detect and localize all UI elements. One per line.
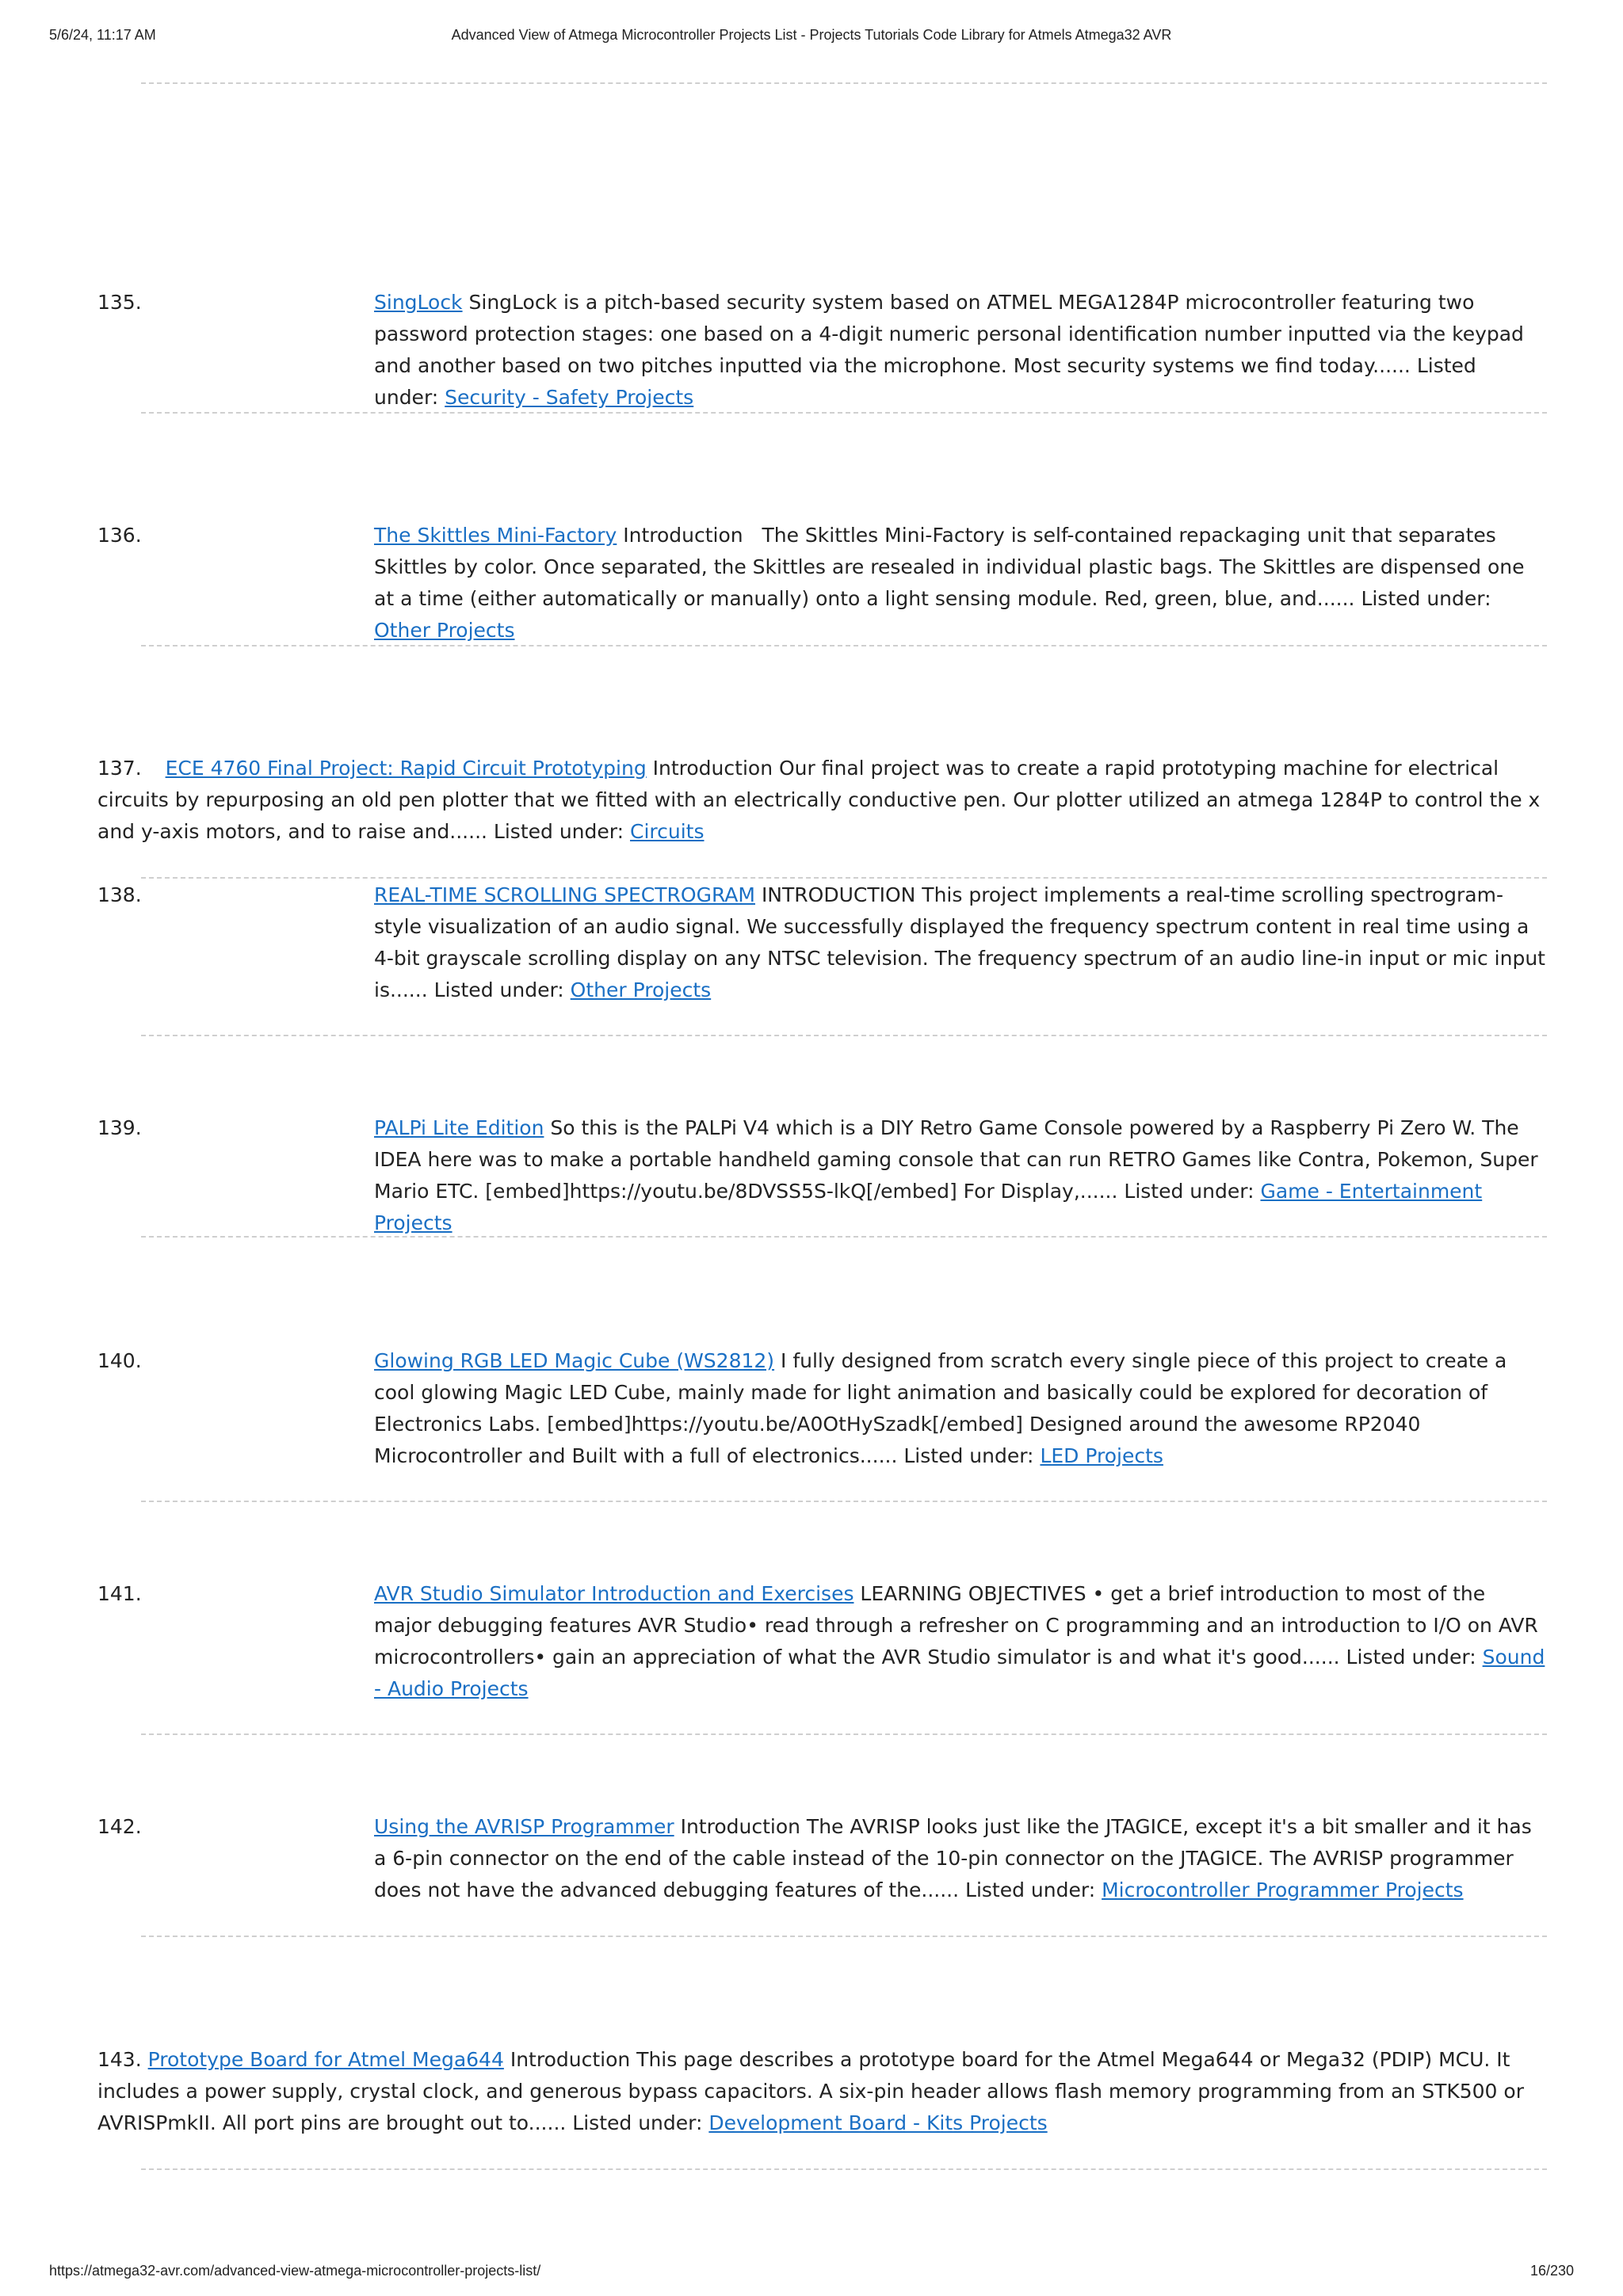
project-link[interactable]: The Skittles Mini-Factory bbox=[374, 524, 617, 547]
item-number: 141. bbox=[97, 1582, 142, 1605]
listed-under-label: Listed under: bbox=[1124, 1180, 1254, 1203]
project-link[interactable]: Glowing RGB LED Magic Cube (WS2812) bbox=[374, 1349, 775, 1372]
project-link[interactable]: Prototype Board for Atmel Mega644 bbox=[147, 2048, 504, 2071]
page-url: https://atmega32-avr.com/advanced-view-atmega-microcontroller-projects-list/ bbox=[49, 2263, 541, 2279]
print-header bbox=[49, 27, 1574, 46]
separator bbox=[141, 2168, 1547, 2170]
item-body bbox=[97, 753, 1548, 848]
category-link[interactable]: Development Board - Kits Projects bbox=[708, 2111, 1048, 2134]
listed-under-label: Listed under: bbox=[1346, 1646, 1476, 1669]
item-body bbox=[374, 287, 1545, 414]
item-number: 136. bbox=[97, 524, 142, 547]
listed-under-label: Listed under: bbox=[965, 1878, 1096, 1901]
project-link[interactable]: ECE 4760 Final Project: Rapid Circuit Prototyping bbox=[165, 757, 647, 780]
category-link[interactable]: Circuits bbox=[629, 820, 705, 843]
category-link[interactable]: Security - Safety Projects bbox=[445, 386, 694, 409]
print-footer bbox=[49, 2263, 1574, 2282]
project-description: I fully designed from scratch every single piece of this project to create a cool glowing Magic LED Cube, mainly made for light animation and basically could be explored for decoration of Electronics Labs. [embed]https://youtu.be/A0OtHySzadk[/embed] Designed around the awesome RP2040 Microcontroller and Built with a full of electronics...... bbox=[374, 1349, 1507, 1467]
project-description: So this is the PALPi V4 which is a DIY Retro Game Console powered by a Raspberry Pi Zero W. The IDEA here was to make a portable handheld gaming console that can run RETRO Games like Contra, Pokemon, Super Mario ETC. [embed]https://youtu.be/8DVSS5S-lkQ[/embed] For Display,...... bbox=[374, 1116, 1538, 1203]
category-link[interactable]: Game - Entertainment Projects bbox=[374, 1180, 1483, 1234]
project-link[interactable]: REAL-TIME SCROLLING SPECTROGRAM bbox=[374, 883, 755, 906]
item-body bbox=[374, 879, 1545, 1006]
item-body bbox=[374, 1811, 1545, 1906]
item-number: 140. bbox=[97, 1349, 142, 1372]
print-date: 5/6/24, 11:17 AM bbox=[49, 27, 156, 43]
project-link[interactable]: PALPi Lite Edition bbox=[374, 1116, 544, 1139]
separator bbox=[141, 1501, 1547, 1502]
project-description: LEARNING OBJECTIVES • get a brief introduction to most of the major debugging features AVR Studio• read through a refresher on C programming and an introduction to I/O on AVR microcontrollers• gain an appreciation of what the AVR Studio simulator is and what it's good...... bbox=[374, 1582, 1538, 1669]
category-link[interactable]: LED Projects bbox=[1040, 1444, 1163, 1467]
listed-under-label: Listed under: bbox=[433, 978, 564, 1001]
item-number: 143. bbox=[97, 2048, 142, 2071]
category-link[interactable]: Other Projects bbox=[570, 978, 712, 1001]
separator bbox=[141, 1035, 1547, 1036]
item-number: 142. bbox=[97, 1815, 142, 1838]
item-number: 135. bbox=[97, 291, 142, 314]
item-number: 139. bbox=[97, 1116, 142, 1139]
project-link[interactable]: Using the AVRISP Programmer bbox=[374, 1815, 674, 1838]
item-number: 138. bbox=[97, 883, 142, 906]
item-number: 137. bbox=[97, 757, 142, 780]
category-link[interactable]: Sound - Audio Projects bbox=[374, 1646, 1545, 1700]
separator bbox=[141, 1733, 1547, 1735]
project-description: Introduction This page describes a prototype board for the Atmel Mega644 or Mega32 (PDIP) MCU. It includes a power supply, crystal clock, and generous bypass capacitors. A six-pin header allows flash memory programming from an STK500 or AVRISPmkII. All port pins are brought out to...... bbox=[97, 2048, 1524, 2134]
item-body bbox=[374, 1345, 1545, 1472]
listed-under-label: Listed under: bbox=[493, 820, 624, 843]
category-link[interactable]: Other Projects bbox=[374, 619, 515, 642]
document-title: Advanced View of Atmega Microcontroller Projects List - Projects Tutorials Code Library for Atmels Atmega32 AVR bbox=[451, 27, 1172, 43]
listed-under-label: Listed under: bbox=[374, 354, 1476, 409]
separator bbox=[141, 1936, 1547, 1937]
project-link[interactable]: AVR Studio Simulator Introduction and Exercises bbox=[374, 1582, 854, 1605]
separator bbox=[141, 82, 1547, 84]
project-link[interactable]: SingLock bbox=[374, 291, 463, 314]
project-description: Introduction Our final project was to create a rapid prototyping machine for electrical circuits by repurposing an old pen plotter that we fitted with an electrically conductive pen. Our plotter utilized an atmega 1284P to control the x and y-axis motors, and to raise and...... bbox=[97, 757, 1541, 843]
page-number: 16/230 bbox=[1529, 2263, 1574, 2279]
category-link[interactable]: Microcontroller Programmer Projects bbox=[1102, 1878, 1464, 1901]
item-body bbox=[374, 1578, 1545, 1705]
item-body bbox=[374, 520, 1545, 646]
item-body bbox=[97, 2044, 1548, 2139]
item-body bbox=[374, 1112, 1545, 1239]
project-description: Introduction The Skittles Mini-Factory is self-contained repackaging unit that separates Skittles by color. Once separated, the Skittles are resealed in individual plastic bags. The Skittles are dispensed one at a time (either automatically or manually) onto a light sensing module. Red, green, blue, and...... bbox=[374, 524, 1531, 610]
project-description: SingLock is a pitch-based security system based on ATMEL MEGA1284P microcontroller featuring two password protection stages: one based on a 4-digit numeric personal identification number inputted via the keypad and another based on two pitches inputted via the microphone. Most security systems we find today...... bbox=[374, 291, 1524, 377]
project-description: Introduction The AVRISP looks just like the JTAGICE, except it's a bit smaller and it has a 6-pin connector on the end of the cable instead of the 10-pin connector on the JTAGICE. The AVRISP programmer does not have the advanced debugging features of the...... bbox=[374, 1815, 1532, 1901]
listed-under-label: Listed under: bbox=[572, 2111, 703, 2134]
listed-under-label: Listed under: bbox=[1361, 587, 1491, 610]
separator bbox=[141, 877, 1547, 879]
project-description: INTRODUCTION This project implements a real-time scrolling spectrogram-style visualization of an audio signal. We successfully displayed the frequency spectrum content in real time using a 4-bit grayscale scrolling display on any NTSC television. The frequency spectrum of an audio line-in input or mic input is...... bbox=[374, 883, 1545, 1001]
listed-under-label: Listed under: bbox=[903, 1444, 1034, 1467]
